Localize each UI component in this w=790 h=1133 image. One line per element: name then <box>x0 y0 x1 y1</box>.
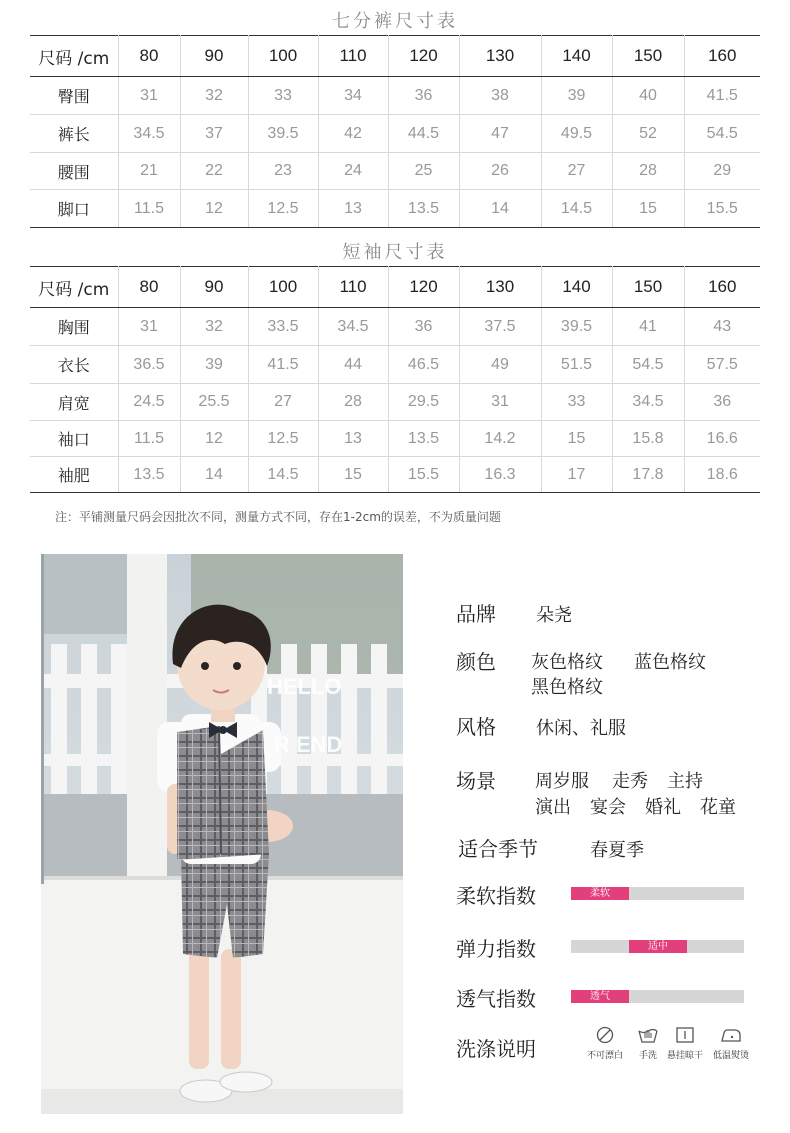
row-label: 袖肥 <box>30 457 118 493</box>
scene-value: 花童 <box>700 797 736 818</box>
row-label: 裤长 <box>30 115 118 153</box>
size-cell: 100 <box>248 36 318 77</box>
elasticity-level: 适中 <box>629 940 687 953</box>
value-cell: 27 <box>248 384 318 421</box>
value-cell: 17.8 <box>612 457 684 493</box>
size-cell: 80 <box>118 267 180 308</box>
size-cell: 120 <box>388 267 459 308</box>
value-cell: 32 <box>180 308 248 346</box>
value-cell: 16.3 <box>459 457 541 493</box>
value-cell: 25 <box>388 153 459 190</box>
table-row <box>30 457 760 493</box>
table-row <box>30 384 760 421</box>
table-row <box>30 346 760 384</box>
value-cell: 54.5 <box>684 115 760 153</box>
value-cell: 43 <box>684 308 760 346</box>
value-cell: 51.5 <box>541 346 612 384</box>
value-cell: 25.5 <box>180 384 248 421</box>
value-cell: 37 <box>180 115 248 153</box>
value-cell: 11.5 <box>118 421 180 457</box>
brand-value: 朵尧 <box>536 605 572 626</box>
size-cell: 120 <box>388 36 459 77</box>
value-cell: 14.2 <box>459 421 541 457</box>
row-label: 袖口 <box>30 421 118 457</box>
pants-table-title: 七分裤尺寸表 <box>332 11 458 32</box>
wash-label-text: 手洗 <box>638 1051 657 1061</box>
product-photo <box>41 554 403 1114</box>
value-cell: 27 <box>541 153 612 190</box>
color-value: 黑色格纹 <box>531 677 603 698</box>
value-cell: 49 <box>459 346 541 384</box>
value-cell: 14 <box>180 457 248 493</box>
value-cell: 39.5 <box>541 308 612 346</box>
value-cell: 12.5 <box>248 190 318 228</box>
value-cell: 34.5 <box>318 308 388 346</box>
value-cell: 31 <box>118 77 180 115</box>
table-row <box>30 421 760 457</box>
value-cell: 31 <box>459 384 541 421</box>
scene-value: 宴会 <box>590 797 626 818</box>
row-label: 胸围 <box>30 308 118 346</box>
table-row <box>30 308 760 346</box>
value-cell: 14.5 <box>248 457 318 493</box>
size-cell: 150 <box>612 36 684 77</box>
low-iron-icon <box>719 1026 743 1044</box>
photo-overlay-text: HELLO <box>267 674 342 699</box>
value-cell: 46.5 <box>388 346 459 384</box>
value-cell: 23 <box>248 153 318 190</box>
size-cell: 90 <box>180 267 248 308</box>
value-cell: 44.5 <box>388 115 459 153</box>
breathability-bar <box>571 990 744 1003</box>
shirt-table-title: 短袖尺寸表 <box>342 242 448 263</box>
elasticity-bar <box>571 940 744 953</box>
wash-item <box>659 1026 711 1061</box>
photo-overlay-text: R END <box>274 732 343 757</box>
softness-level: 柔软 <box>571 887 629 900</box>
style-label: 风格 <box>456 715 496 739</box>
softness-bar <box>571 887 744 900</box>
value-cell: 14.5 <box>541 190 612 228</box>
value-cell: 36 <box>388 77 459 115</box>
value-cell: 24 <box>318 153 388 190</box>
size-cell: 140 <box>541 267 612 308</box>
size-cell: 150 <box>612 267 684 308</box>
value-cell: 15 <box>318 457 388 493</box>
value-cell: 34.5 <box>118 115 180 153</box>
value-cell: 36.5 <box>118 346 180 384</box>
value-cell: 44 <box>318 346 388 384</box>
value-cell: 36 <box>684 384 760 421</box>
value-cell: 33.5 <box>248 308 318 346</box>
value-cell: 11.5 <box>118 190 180 228</box>
value-cell: 54.5 <box>612 346 684 384</box>
pants-size-table <box>30 35 760 228</box>
value-cell: 13 <box>318 190 388 228</box>
wash-label-text: 不可漂白 <box>586 1051 623 1061</box>
hang-dry-icon <box>675 1026 695 1044</box>
wash-label-text: 悬挂晾干 <box>666 1051 703 1061</box>
value-cell: 29 <box>684 153 760 190</box>
value-cell: 32 <box>180 77 248 115</box>
color-value: 灰色格纹 <box>531 652 603 673</box>
value-cell: 41.5 <box>684 77 760 115</box>
value-cell: 12 <box>180 421 248 457</box>
value-cell: 13 <box>318 421 388 457</box>
value-cell: 57.5 <box>684 346 760 384</box>
wash-item <box>705 1026 757 1061</box>
value-cell: 39 <box>541 77 612 115</box>
value-cell: 49.5 <box>541 115 612 153</box>
value-cell: 15.8 <box>612 421 684 457</box>
value-cell: 42 <box>318 115 388 153</box>
pants-header-label: 尺码 /cm <box>30 36 118 77</box>
size-cell: 80 <box>118 36 180 77</box>
shirt-header-label: 尺码 /cm <box>30 267 118 308</box>
scene-value: 主持 <box>667 771 703 792</box>
softness-label: 柔软指数 <box>456 884 536 908</box>
color-value: 蓝色格纹 <box>634 652 706 673</box>
value-cell: 13.5 <box>388 421 459 457</box>
value-cell: 39 <box>180 346 248 384</box>
value-cell: 16.6 <box>684 421 760 457</box>
table-row <box>30 153 760 190</box>
style-value: 休闲、礼服 <box>536 718 626 739</box>
size-cell: 130 <box>459 267 541 308</box>
value-cell: 36 <box>388 308 459 346</box>
value-cell: 29.5 <box>388 384 459 421</box>
value-cell: 12.5 <box>248 421 318 457</box>
brand-label: 品牌 <box>456 602 496 626</box>
size-cell: 90 <box>180 36 248 77</box>
value-cell: 34.5 <box>612 384 684 421</box>
size-cell: 110 <box>318 267 388 308</box>
scene-value: 周岁服 <box>535 771 589 792</box>
value-cell: 13.5 <box>118 457 180 493</box>
value-cell: 28 <box>612 153 684 190</box>
no-bleach-icon <box>595 1026 615 1044</box>
row-label: 脚口 <box>30 190 118 228</box>
row-label: 腰围 <box>30 153 118 190</box>
value-cell: 33 <box>541 384 612 421</box>
row-label: 衣长 <box>30 346 118 384</box>
value-cell: 15 <box>541 421 612 457</box>
measurement-note: 注：平铺测量尺码会因批次不同，测量方式不同，存在1-2cm的误差，不为质量问题 <box>55 510 501 524</box>
value-cell: 28 <box>318 384 388 421</box>
value-cell: 24.5 <box>118 384 180 421</box>
value-cell: 15 <box>612 190 684 228</box>
elasticity-label: 弹力指数 <box>456 937 536 961</box>
wash-label-text: 低温熨烫 <box>712 1051 749 1061</box>
table-row <box>30 190 760 228</box>
value-cell: 31 <box>118 308 180 346</box>
value-cell: 21 <box>118 153 180 190</box>
value-cell: 39.5 <box>248 115 318 153</box>
boy-in-plaid-suit-illustration <box>41 554 403 1114</box>
value-cell: 37.5 <box>459 308 541 346</box>
season-value: 春夏季 <box>590 840 644 861</box>
value-cell: 18.6 <box>684 457 760 493</box>
value-cell: 22 <box>180 153 248 190</box>
value-cell: 17 <box>541 457 612 493</box>
value-cell: 41.5 <box>248 346 318 384</box>
row-label: 肩宽 <box>30 384 118 421</box>
size-cell: 160 <box>684 267 760 308</box>
value-cell: 41 <box>612 308 684 346</box>
shirt-header-row <box>30 267 760 308</box>
value-cell: 26 <box>459 153 541 190</box>
value-cell: 12 <box>180 190 248 228</box>
size-cell: 100 <box>248 267 318 308</box>
season-label: 适合季节 <box>458 837 538 861</box>
value-cell: 38 <box>459 77 541 115</box>
value-cell: 33 <box>248 77 318 115</box>
value-cell: 34 <box>318 77 388 115</box>
breathability-level: 透气 <box>571 990 629 1003</box>
value-cell: 47 <box>459 115 541 153</box>
scene-value: 婚礼 <box>645 797 681 818</box>
size-cell: 130 <box>459 36 541 77</box>
wash-label: 洗涤说明 <box>456 1037 536 1061</box>
scene-value: 演出 <box>535 797 571 818</box>
color-label: 颜色 <box>456 650 496 674</box>
size-cell: 160 <box>684 36 760 77</box>
table-row <box>30 115 760 153</box>
value-cell: 14 <box>459 190 541 228</box>
shirt-size-table <box>30 266 760 493</box>
hand-wash-icon <box>637 1026 659 1044</box>
value-cell: 13.5 <box>388 190 459 228</box>
value-cell: 15.5 <box>388 457 459 493</box>
value-cell: 52 <box>612 115 684 153</box>
breathability-label: 透气指数 <box>456 987 536 1011</box>
row-label: 臀围 <box>30 77 118 115</box>
size-cell: 110 <box>318 36 388 77</box>
size-cell: 140 <box>541 36 612 77</box>
scene-value: 走秀 <box>612 771 648 792</box>
value-cell: 40 <box>612 77 684 115</box>
value-cell: 15.5 <box>684 190 760 228</box>
table-row <box>30 77 760 115</box>
scene-label: 场景 <box>456 769 496 793</box>
pants-header-row <box>30 36 760 77</box>
